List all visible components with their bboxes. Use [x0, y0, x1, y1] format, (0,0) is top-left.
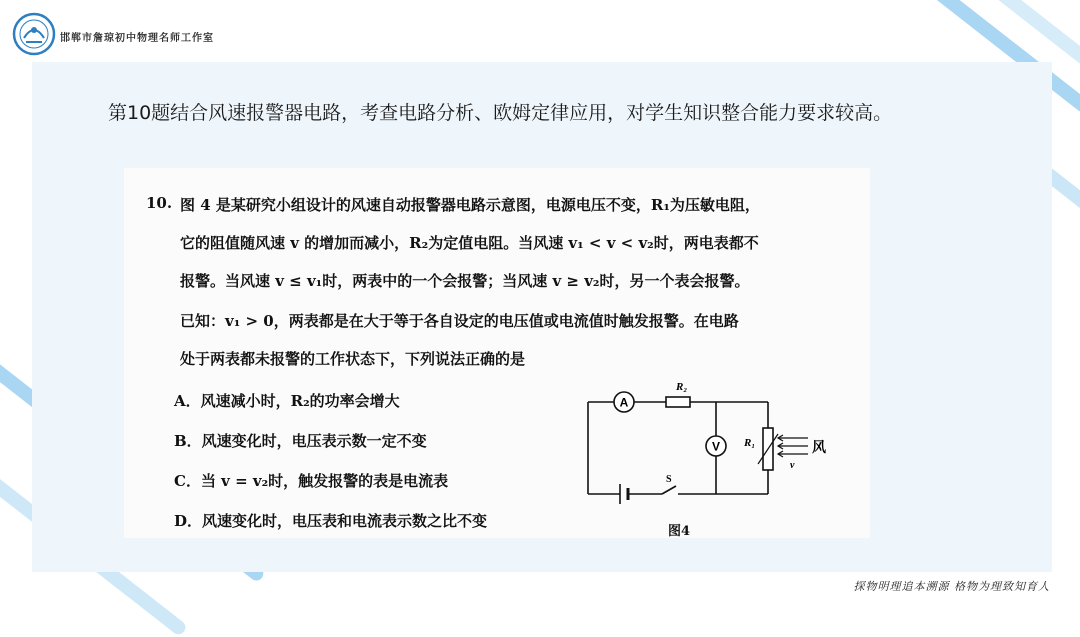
battery-icon: [620, 484, 628, 504]
school-name: 邯郸市詹琼初中物理名师工作室: [60, 33, 214, 44]
resistor-r1-icon: [743, 428, 778, 470]
voltmeter-icon: [706, 436, 726, 456]
question-line: 图 4 是某研究小组设计的风速自动报警器电路示意图，电源电压不变，R₁为压敏电阻，: [180, 196, 760, 214]
option-b: B．风速变化时，电压表示数一定不变: [174, 432, 427, 450]
school-logo-icon: [12, 12, 56, 56]
question-line: 已知：v₁ > 0，两表都是在大于等于各自设定的电压值或电流值时触发报警。在电路: [180, 312, 739, 330]
question-scan: [124, 168, 870, 538]
wind-label: 风: [812, 440, 826, 456]
question-number: 10.: [146, 194, 173, 212]
footer-slogan: 探物明理追本溯源 格物为理致知育人: [853, 580, 1050, 593]
option-d: D．风速变化时，电压表和电流表示数之比不变: [174, 512, 488, 530]
option-a: A．风速减小时，R₂的功率会增大: [174, 392, 400, 410]
r2-label: R₂: [676, 381, 688, 393]
r1-label: R₁: [744, 437, 756, 449]
intro-text: 第10题结合风速报警器电路，考查电路分析、欧姆定律应用，对学生知识整合能力要求较高。: [108, 102, 893, 124]
switch-label: S: [666, 474, 672, 485]
question-line: 它的阻值随风速 v 的增加而减小，R₂为定值电阻。当风速 v₁ < v < v₂时，两电表都不: [180, 234, 759, 252]
question-line: 报警。当风速 v ≤ v₁时，两表中的一个会报警；当风速 v ≥ v₂时，另一个表会报警。: [180, 272, 750, 290]
circuit-diagram: [580, 376, 840, 512]
voltmeter-label: V: [711, 439, 721, 454]
figure-caption: 图4: [668, 524, 691, 539]
velocity-label: v: [790, 460, 795, 471]
option-c: C．当 v = v₂时，触发报警的表是电流表: [174, 472, 449, 490]
question-line: 处于两表都未报警的工作状态下，下列说法正确的是: [180, 350, 526, 368]
ammeter-icon: [614, 392, 634, 412]
ammeter-label: A: [619, 395, 629, 410]
wind-arrows-icon: [778, 435, 808, 457]
resistor-r2-icon: [666, 381, 690, 407]
